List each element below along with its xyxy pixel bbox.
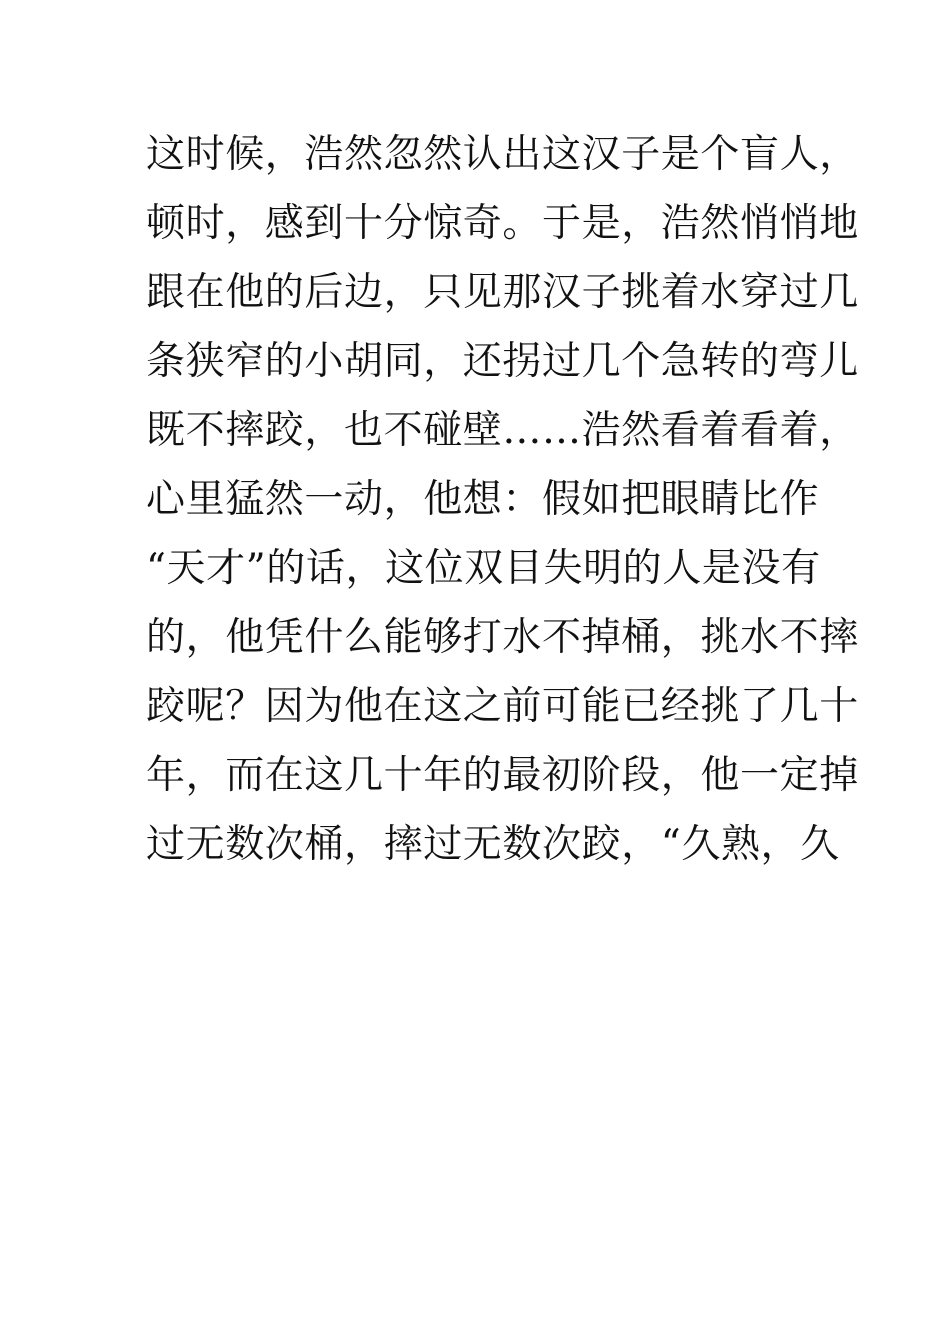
text-line: 既不摔跤，也不碰壁……浩然看着看着， <box>146 408 859 453</box>
text-line: 过无数次桶，摔过无数次跤，“久熟，久 <box>146 822 840 867</box>
text-line: 跟在他的后边，只见那汉子挑着水穿过几 <box>146 270 859 315</box>
text-line: 顿时，感到十分惊奇。于是，浩然悄悄地 <box>146 201 859 246</box>
text-line: 的，他凭什么能够打水不掉桶，挑水不摔 <box>146 615 859 660</box>
text-line: 心里猛然一动，他想：假如把眼睛比作 <box>146 477 820 522</box>
body-text <box>146 127 859 886</box>
text-line: 条狭窄的小胡同，还拐过几个急转的弯儿 <box>146 339 859 384</box>
text-line: “天才”的话，这位双目失明的人是没有 <box>146 546 821 591</box>
text-line: 年，而在这几十年的最初阶段，他一定掉 <box>146 753 859 798</box>
text-line: 这时候，浩然忽然认出这汉子是个盲人， <box>146 132 859 177</box>
text-line: 跤呢？因为他在这之前可能已经挑了几十 <box>146 684 859 729</box>
